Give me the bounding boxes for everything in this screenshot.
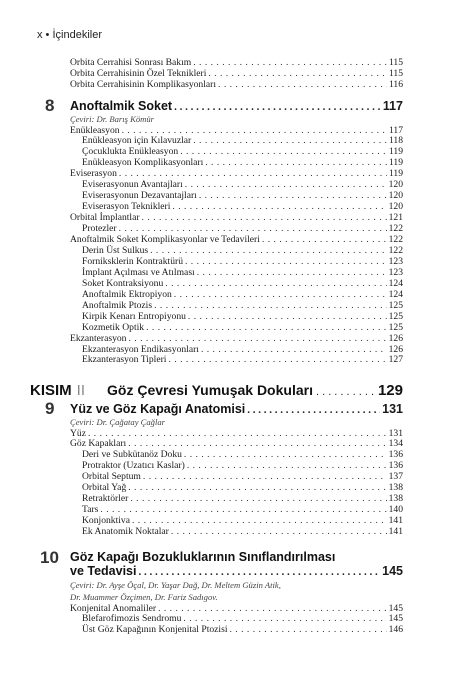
toc-entry[interactable] <box>82 344 403 355</box>
toc-entry-page: 119 <box>388 146 403 158</box>
dot-leader <box>119 223 387 234</box>
part-title: Göz Çevresi Yumuşak Dokuları <box>107 382 313 398</box>
translator-credit: Çeviri: Dr. Çağatay Çağlar <box>70 417 166 427</box>
chapter-number: 10 <box>40 548 59 567</box>
chapter-title: Yüz ve Göz Kapağı Anatomisi <box>70 402 246 416</box>
toc-entry-page: 120 <box>388 201 403 213</box>
toc-entry-title: Blefarofimozis Sendromu <box>82 613 182 625</box>
chapter-heading[interactable] <box>70 99 403 113</box>
toc-entry[interactable] <box>82 526 403 537</box>
toc-entry[interactable] <box>82 135 403 146</box>
translator-credit: Çeviri: Dr. Barış Kömür <box>70 114 155 124</box>
toc-entry-title: Protezler <box>82 223 117 235</box>
toc-entry-title: Soket Kontraksiyonu <box>82 277 164 289</box>
toc-entry-title: Forniksklerin Kontraktürü <box>82 255 183 267</box>
dot-leader <box>199 190 387 201</box>
toc-entry-title: Ekzanterasyon <box>70 332 127 344</box>
toc-entry-title: Kozmetik Optik <box>82 321 145 333</box>
toc-entry[interactable] <box>82 515 403 526</box>
dot-leader <box>165 278 386 289</box>
toc-entry-title: İmplant Açılması ve Atılması <box>82 266 195 278</box>
toc-entry-page: 145 <box>388 613 403 625</box>
toc-entry-title: Orbita Cerrahisinin Komplikasyonları <box>70 78 217 90</box>
toc-entry[interactable] <box>82 322 403 333</box>
toc-entry-title: Enükleasyon <box>70 124 120 136</box>
dot-leader <box>119 168 387 179</box>
toc-entry-title: Çocuklukta Enükleasyon <box>82 146 179 158</box>
dot-leader <box>180 146 387 157</box>
toc-entry[interactable] <box>82 278 403 289</box>
chapter-title: Anoftalmik Soket <box>70 99 173 113</box>
toc-entry[interactable] <box>70 234 403 245</box>
dot-leader <box>187 460 387 471</box>
toc-entry[interactable] <box>82 449 403 460</box>
toc-entry[interactable] <box>82 471 403 482</box>
chapter-page: 131 <box>382 402 403 416</box>
dot-leader <box>208 68 387 79</box>
toc-entry-page: 126 <box>388 332 403 344</box>
toc-entry-title: Eviserasyon <box>70 168 117 180</box>
toc-entry-title: Yüz <box>70 427 86 439</box>
chapter-heading[interactable] <box>70 564 403 578</box>
toc-entry[interactable] <box>82 311 403 322</box>
toc-entry-page: 120 <box>388 179 403 191</box>
chapter-number: 9 <box>45 399 55 418</box>
part-page: 129 <box>377 382 403 399</box>
toc-entry-page: 138 <box>388 493 403 505</box>
toc-entry-page: 123 <box>388 255 403 267</box>
toc-entry[interactable] <box>82 493 403 504</box>
toc-entry-page: 137 <box>388 471 403 483</box>
dot-leader <box>142 212 387 223</box>
dot-leader <box>205 157 387 168</box>
dot-leader <box>262 234 387 245</box>
toc-entry[interactable] <box>82 624 403 635</box>
toc-entry[interactable] <box>82 300 403 311</box>
toc-entry-page: 122 <box>388 244 403 256</box>
dot-leader <box>247 404 380 416</box>
toc-entry-title: Enükleasyon Komplikasyonları <box>82 157 204 169</box>
toc-entry-page: 138 <box>388 482 403 494</box>
dot-leader <box>128 438 386 449</box>
toc-entry-title: Eviserasyonun Avantajları <box>82 179 183 191</box>
toc-entry[interactable] <box>82 146 403 157</box>
dot-leader <box>158 603 387 614</box>
toc-entry-page: 115 <box>388 57 403 68</box>
dot-leader <box>197 267 387 278</box>
toc-entry[interactable] <box>82 482 403 493</box>
toc-entry-page: 141 <box>388 515 403 527</box>
chapter-heading[interactable] <box>70 402 403 416</box>
dot-leader <box>174 101 381 113</box>
toc-entry[interactable] <box>70 68 403 79</box>
toc-entry-page: 131 <box>388 427 403 439</box>
translator-credit: Dr. Muammer Özçimen, Dr. Fariz Sadıgov. <box>70 592 218 602</box>
dot-leader <box>143 471 387 482</box>
toc-entry-page: 125 <box>388 299 403 311</box>
toc-entry-title: Orbita Cerrahisinin Özel Teknikleri <box>70 67 207 79</box>
toc-entry-title: Ekzanterasyon Tipleri <box>82 354 167 366</box>
dot-leader <box>171 526 387 537</box>
chapter-page: 117 <box>382 99 403 113</box>
toc-entry-page: 125 <box>388 321 403 333</box>
dot-leader <box>184 449 387 460</box>
chapter-title[interactable]: Göz Kapağı Bozukluklarının Sınıflandırılması <box>70 550 336 564</box>
toc-entry-title: Konjonktiva <box>82 515 130 527</box>
dot-leader <box>130 493 386 504</box>
toc-entry-title: Orbital İmplantlar <box>70 212 140 224</box>
toc-entry-page: 134 <box>388 438 403 450</box>
dot-leader <box>128 333 386 344</box>
toc-entry-title: Ekzanterasyon Endikasyonları <box>82 343 199 355</box>
toc-entry[interactable] <box>70 125 403 136</box>
toc-entry-page: 124 <box>388 277 403 289</box>
toc-entry[interactable] <box>82 289 403 300</box>
toc-entry-page: 118 <box>388 135 403 147</box>
dot-leader <box>100 504 386 515</box>
toc-entry[interactable] <box>82 245 403 256</box>
toc-entry-title: Göz Kapakları <box>70 438 127 450</box>
dot-leader <box>316 386 375 398</box>
toc-entry-page: 126 <box>388 343 403 355</box>
toc-entry[interactable] <box>70 333 403 344</box>
dot-leader <box>172 201 386 212</box>
toc-entry-page: 136 <box>388 449 403 461</box>
dot-leader <box>230 624 387 635</box>
toc-entry[interactable] <box>82 504 403 515</box>
dot-leader <box>168 354 386 365</box>
dot-leader <box>150 245 387 256</box>
toc-entry[interactable] <box>82 201 403 212</box>
toc-entry[interactable] <box>82 190 403 201</box>
toc-entry[interactable] <box>82 179 403 190</box>
dot-leader <box>201 344 387 355</box>
toc-entry-page: 119 <box>388 157 403 169</box>
translator-credit: Çeviri: Dr. Ayşe Öçal, Dr. Yaşar Dağ, Dr. Meltem Güzin Atik, <box>70 580 281 590</box>
dot-leader <box>193 135 387 146</box>
toc-entry-page: 123 <box>388 266 403 278</box>
toc-entry[interactable] <box>82 223 403 234</box>
dot-leader <box>146 322 387 333</box>
chapter-number: 8 <box>45 96 55 115</box>
toc-entry[interactable] <box>82 354 403 365</box>
toc-entry[interactable] <box>70 79 403 90</box>
toc-entry-title: Retraktörler <box>82 493 129 505</box>
part-number: II <box>76 382 86 399</box>
toc-entry-page: 120 <box>388 190 403 202</box>
toc-entry-page: 140 <box>388 504 403 516</box>
toc-entry-title: Protraktor (Uzatıcı Kaslar) <box>82 460 185 472</box>
toc-entry-page: 136 <box>388 460 403 472</box>
toc-entry-page: 115 <box>388 67 403 79</box>
toc-entry-title: Tars <box>82 504 99 516</box>
dot-leader <box>122 125 387 136</box>
toc-entry-page: 122 <box>388 223 403 235</box>
dot-leader <box>188 311 387 322</box>
toc-entry[interactable] <box>82 256 403 267</box>
toc-entry-page: 124 <box>388 288 403 300</box>
part-label: KISIM <box>30 382 72 399</box>
toc-entry-title: Orbital Septum <box>82 471 141 483</box>
toc-entry-page: 125 <box>388 310 403 322</box>
toc-entry-title: Anoftalmik Soket Komplikasyonlar ve Tedavileri <box>70 234 260 245</box>
toc-entry-title: Derin Üst Sulkus <box>82 244 149 256</box>
toc-entry[interactable] <box>82 613 403 624</box>
toc-entry[interactable] <box>70 57 403 68</box>
dot-leader <box>185 256 387 267</box>
toc-entry-title: Anoftalmik Ptozis <box>82 299 153 311</box>
toc-entry-title: Eviserasyon Teknikleri <box>82 201 171 213</box>
chapter-title-continued: ve Tedavisi <box>70 564 137 578</box>
dot-leader <box>218 79 387 90</box>
toc-entry[interactable] <box>70 603 403 614</box>
toc-entry-page: 117 <box>388 124 403 136</box>
part-heading[interactable] <box>30 382 403 399</box>
chapter-page: 145 <box>382 564 403 578</box>
toc-entry[interactable] <box>70 168 403 179</box>
dot-leader <box>132 515 387 526</box>
toc-entry[interactable] <box>70 428 403 439</box>
dot-leader <box>185 179 387 190</box>
toc-entry-page: 145 <box>388 602 403 614</box>
toc-entry-page: 116 <box>388 78 403 90</box>
toc-entry[interactable] <box>82 157 403 168</box>
dot-leader <box>183 613 386 624</box>
dot-leader <box>193 57 387 68</box>
toc-entry-title: Ek Anatomik Noktalar <box>82 526 169 538</box>
toc-entry-title: Eviserasyonun Dezavantajları <box>82 190 197 202</box>
toc-entry-title: Orbital Yağ <box>82 482 127 494</box>
toc-entry-title: Üst Göz Kapağının Konjenital Ptozisi <box>82 624 228 636</box>
toc-entry-page: 146 <box>388 624 403 636</box>
toc-entry-page: 119 <box>388 168 403 180</box>
dot-leader <box>88 428 387 439</box>
toc-entry-title: Orbita Cerrahisi Sonrası Bakım <box>70 57 192 68</box>
toc-entry-page: 141 <box>388 526 403 538</box>
toc-entry-title: Kirpik Kenarı Entropiyonu <box>82 310 186 322</box>
toc-entry-title: Anoftalmik Ektropiyon <box>82 288 172 300</box>
dot-leader <box>174 289 387 300</box>
dot-leader <box>138 566 380 578</box>
toc-entry[interactable] <box>70 438 403 449</box>
toc-entry-page: 121 <box>388 212 403 224</box>
toc-entry-page: 127 <box>388 354 403 366</box>
toc-entry[interactable] <box>82 460 403 471</box>
toc-entry-title: Konjenital Anomaliler <box>70 602 157 614</box>
toc-entry-page: 122 <box>388 234 403 245</box>
dot-leader <box>154 300 387 311</box>
dot-leader <box>128 482 386 493</box>
toc-entry[interactable] <box>70 212 403 223</box>
toc-entry-title: Enükleasyon için Kılavuzlar <box>82 135 192 147</box>
toc-entry[interactable] <box>82 267 403 278</box>
toc-entry-title: Deri ve Subkütanöz Doku <box>82 449 182 461</box>
running-head: x • İçindekiler <box>37 29 102 41</box>
